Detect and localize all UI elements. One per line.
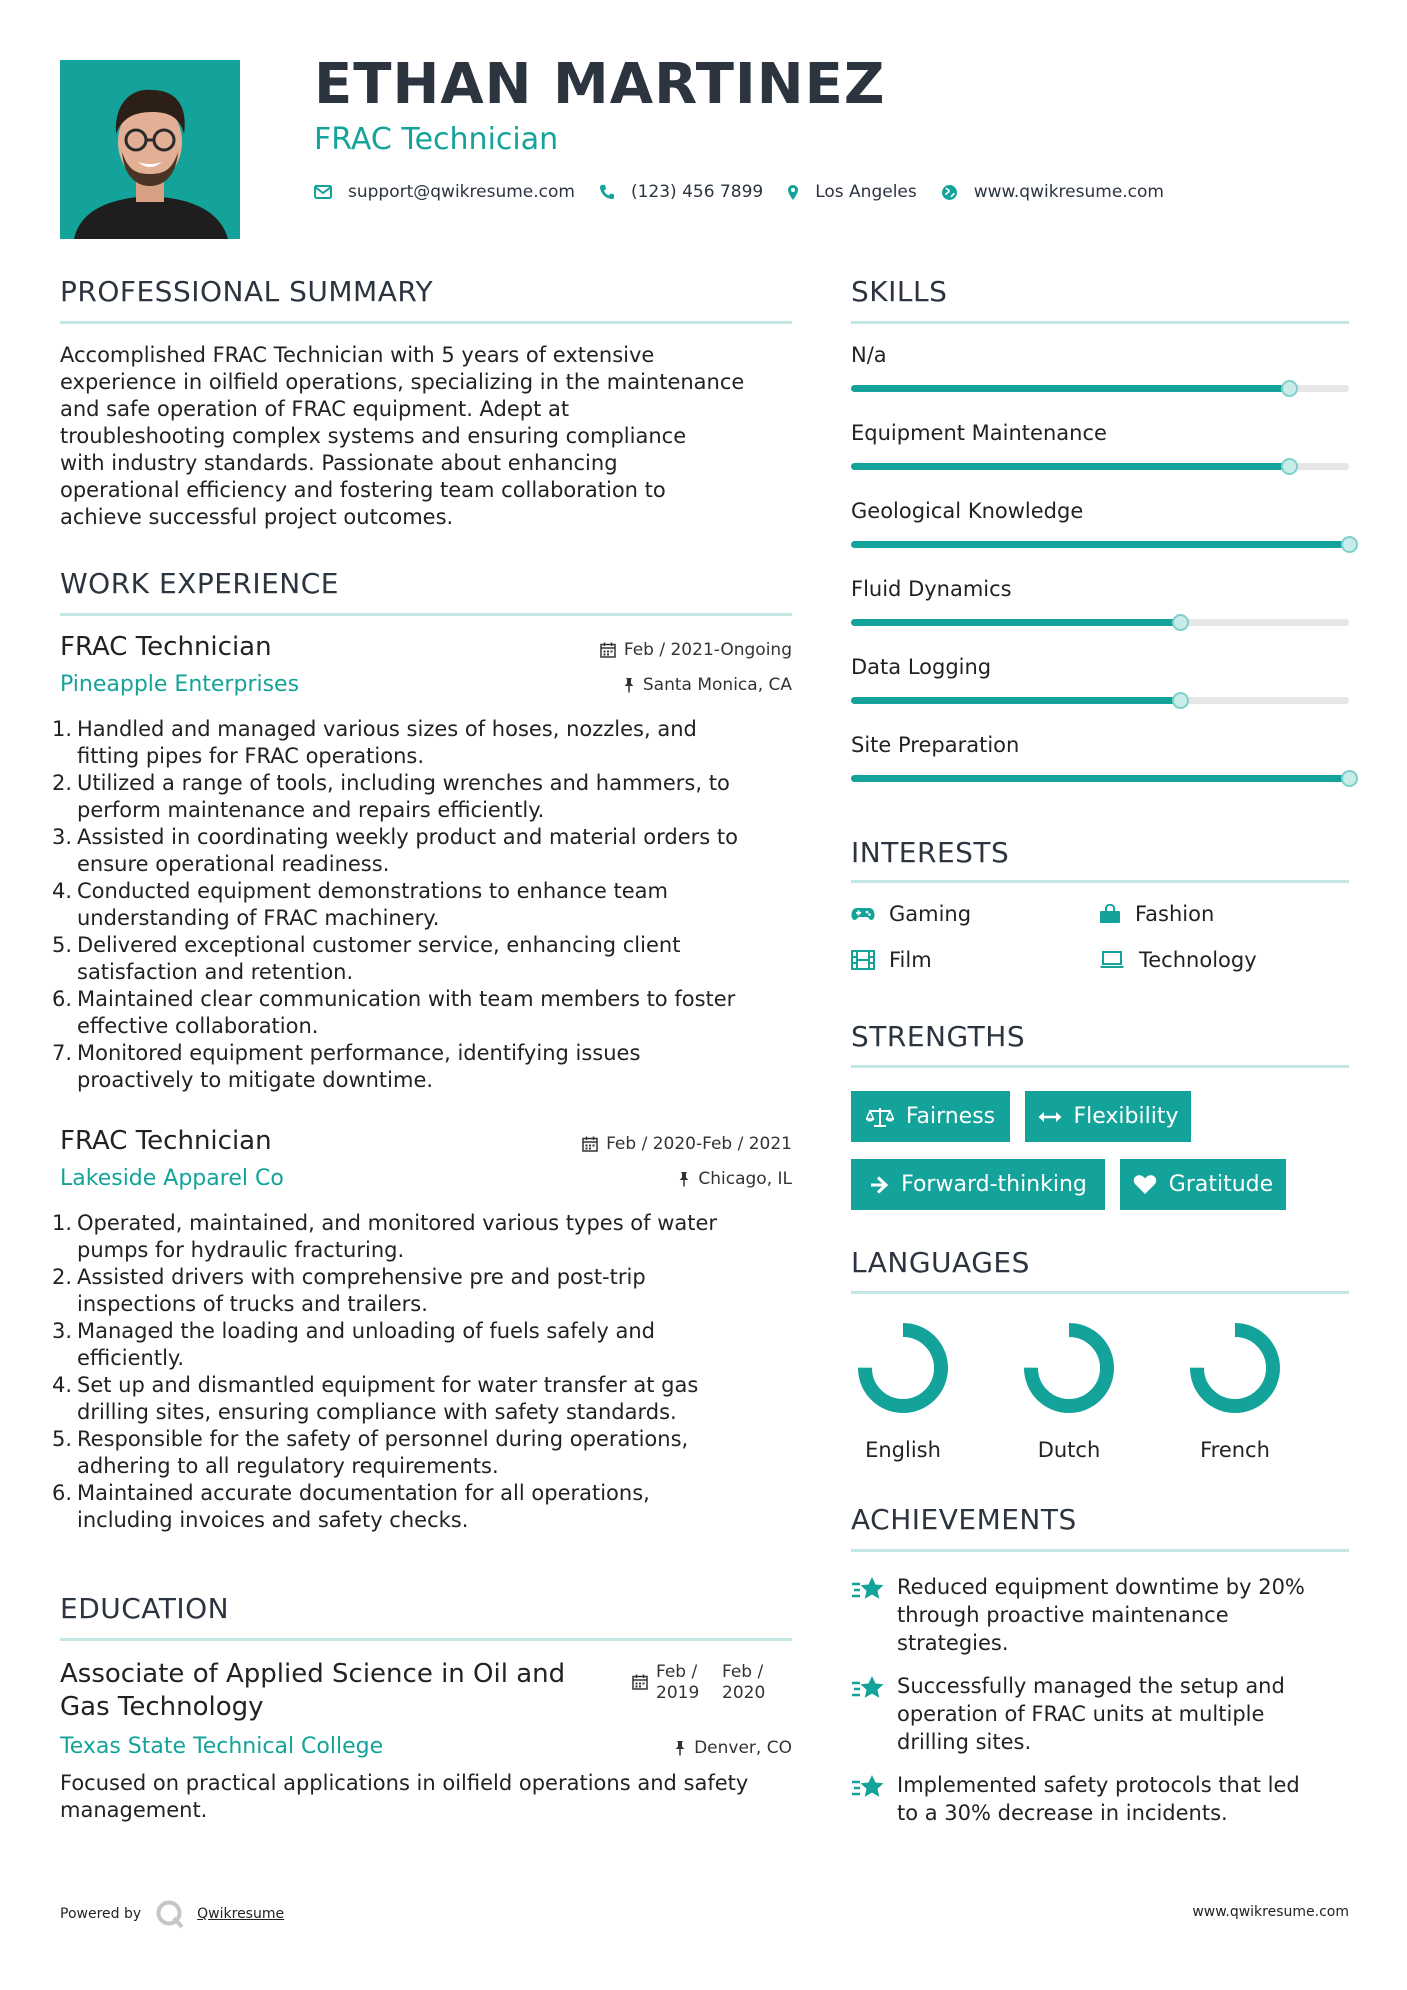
contact-website[interactable] bbox=[941, 182, 1164, 202]
skill-bar-track bbox=[851, 463, 1349, 470]
achievement-item bbox=[851, 1573, 1341, 1657]
job-date bbox=[582, 1134, 792, 1154]
strengths-heading: STRENGTHS bbox=[851, 1020, 1026, 1053]
language-name: French bbox=[1200, 1438, 1270, 1462]
interest-gaming: Gaming bbox=[851, 902, 971, 926]
job-title: FRAC Technician bbox=[60, 632, 272, 662]
email-text: support@qwikresume.com bbox=[348, 182, 575, 202]
skill-bar-track bbox=[851, 385, 1349, 392]
contact-location bbox=[787, 182, 917, 202]
strength-badge: Fairness bbox=[851, 1091, 1010, 1142]
skill-bar-track bbox=[851, 541, 1349, 548]
job-date bbox=[600, 640, 792, 660]
interests-rule bbox=[851, 880, 1349, 883]
summary-line: operational efficiency and fostering team collaboration to bbox=[60, 478, 666, 502]
experience-heading: WORK EXPERIENCE bbox=[60, 567, 339, 600]
achievements-rule bbox=[851, 1549, 1349, 1552]
interest-film: Film bbox=[851, 948, 932, 972]
list-item: 4. Conducted equipment demonstrations to enhance team understanding of FRAC machinery. bbox=[52, 879, 668, 930]
skill-item bbox=[851, 577, 1351, 637]
avatar bbox=[60, 60, 240, 239]
pushpin-icon bbox=[674, 1740, 686, 1756]
list-item: 2. Utilized a range of tools, including wrenches and hammers, to perform maintenance and repairs efficiently. bbox=[52, 771, 730, 822]
languages-heading: LANGUAGES bbox=[851, 1246, 1030, 1279]
envelope-icon bbox=[314, 185, 332, 199]
list-item: 1. Handled and managed various sizes of hoses, nozzles, and fitting pipes for FRAC operations. bbox=[52, 717, 697, 768]
laptop-icon bbox=[1099, 951, 1125, 969]
website-text: www.qwikresume.com bbox=[973, 182, 1164, 202]
list-item: 1. Operated, maintained, and monitored various types of water pumps for hydraulic fracturing. bbox=[52, 1211, 718, 1262]
summary-line: with industry standards. Passionate about enhancing bbox=[60, 451, 618, 475]
summary-line: experience in oilfield operations, specializing in the maintenance bbox=[60, 370, 745, 394]
skill-bar-fill bbox=[851, 697, 1180, 704]
shopping-bag-icon bbox=[1099, 904, 1121, 924]
star-icon bbox=[851, 1575, 885, 1603]
skill-name: Geological Knowledge bbox=[851, 499, 1084, 523]
job-title: FRAC Technician bbox=[60, 1126, 272, 1156]
heart-icon bbox=[1133, 1174, 1157, 1195]
language-level-ring bbox=[1187, 1320, 1283, 1416]
skill-bar-fill bbox=[851, 385, 1289, 392]
arrows-horizontal-icon bbox=[1038, 1110, 1062, 1124]
job-location bbox=[623, 675, 792, 695]
arrow-right-icon bbox=[869, 1175, 889, 1195]
summary-line: achieve successful project outcomes. bbox=[60, 505, 454, 529]
candidate-title: FRAC Technician bbox=[314, 122, 559, 157]
skill-name: N/a bbox=[851, 343, 887, 367]
list-item: 6. Maintained clear communication with team members to foster effective collaboration. bbox=[52, 987, 736, 1038]
school-name: Texas State Technical College bbox=[60, 1734, 384, 1759]
calendar-icon bbox=[632, 1674, 648, 1690]
education-rule bbox=[60, 1638, 792, 1641]
list-item: 3. Assisted in coordinating weekly product and material orders to ensure operational readiness. bbox=[52, 825, 738, 876]
education-end-date: Feb / 2020 bbox=[722, 1662, 766, 1703]
skill-bar-track bbox=[851, 619, 1349, 626]
skill-bar-fill bbox=[851, 619, 1180, 626]
strength-badge: Flexibility bbox=[1025, 1091, 1191, 1142]
strengths-rule bbox=[851, 1065, 1349, 1068]
location-text: Los Angeles bbox=[815, 182, 917, 202]
experience-rule bbox=[60, 613, 792, 616]
candidate-name: ETHAN MARTINEZ bbox=[314, 52, 886, 117]
pushpin-icon bbox=[623, 677, 635, 693]
list-item: 2. Assisted drivers with comprehensive pre and post-trip inspections of trucks and trailers. bbox=[52, 1265, 646, 1316]
language-name: Dutch bbox=[1037, 1438, 1101, 1462]
phone-text: (123) 456 7899 bbox=[630, 182, 764, 202]
skill-bar-fill bbox=[851, 541, 1349, 548]
summary-line: troubleshooting complex systems and ensuring compliance bbox=[60, 424, 687, 448]
strength-badge: Gratitude bbox=[1120, 1159, 1286, 1210]
star-icon bbox=[851, 1773, 885, 1801]
skill-bar-knob bbox=[1341, 770, 1358, 787]
job-bullets bbox=[52, 716, 800, 1094]
achievement-text: Implemented safety protocols that led to a 30% decrease in incidents. bbox=[897, 1773, 1300, 1825]
job-location-text: Santa Monica, CA bbox=[642, 675, 792, 695]
skill-bar-track bbox=[851, 697, 1349, 704]
interest-technology: Technology bbox=[1099, 948, 1257, 972]
skill-item bbox=[851, 421, 1351, 481]
language-item bbox=[843, 1320, 963, 1462]
skill-name: Equipment Maintenance bbox=[851, 421, 1107, 445]
list-item: 5. Responsible for the safety of personnel during operations, adhering to all regulatory requirements. bbox=[52, 1427, 689, 1478]
skill-bar-knob bbox=[1341, 536, 1358, 553]
phone-icon bbox=[599, 184, 615, 200]
profile-photo bbox=[60, 60, 240, 239]
strength-badge: Forward-thinking bbox=[851, 1159, 1105, 1210]
education-heading: EDUCATION bbox=[60, 1592, 230, 1625]
degree-title: Associate of Applied Science in Oil and Gas Technology bbox=[60, 1659, 566, 1722]
skill-bar-fill bbox=[851, 463, 1289, 470]
language-level-ring bbox=[855, 1320, 951, 1416]
footer-powered-by bbox=[60, 1896, 284, 1932]
achievement-item bbox=[851, 1672, 1341, 1756]
summary-text bbox=[60, 342, 800, 531]
languages-rule bbox=[851, 1291, 1349, 1294]
balance-scale-icon bbox=[866, 1106, 894, 1128]
qwikresume-link[interactable]: Qwikresume bbox=[197, 1906, 285, 1922]
achievement-text: Reduced equipment downtime by 20% through proactive maintenance strategies. bbox=[897, 1575, 1305, 1655]
language-level-ring bbox=[1021, 1320, 1117, 1416]
gamepad-icon bbox=[851, 906, 875, 922]
education-start-date: Feb / 2019 bbox=[656, 1662, 700, 1703]
education-entry bbox=[60, 1658, 792, 1828]
language-name: English bbox=[865, 1438, 941, 1462]
contact-bar bbox=[314, 178, 1188, 206]
achievements-heading: ACHIEVEMENTS bbox=[851, 1503, 1077, 1536]
education-dates bbox=[632, 1662, 788, 1704]
star-icon bbox=[851, 1674, 885, 1702]
job-entry bbox=[52, 632, 792, 1102]
list-item: 7. Monitored equipment performance, identifying issues proactively to mitigate downtime. bbox=[52, 1041, 641, 1092]
language-item bbox=[1175, 1320, 1295, 1462]
job-date-text: Feb / 2020-Feb / 2021 bbox=[606, 1134, 792, 1154]
footer-website[interactable]: www.qwikresume.com bbox=[1192, 1904, 1349, 1920]
job-company: Lakeside Apparel Co bbox=[60, 1166, 284, 1191]
summary-line: Accomplished FRAC Technician with 5 years of extensive bbox=[60, 343, 655, 367]
contact-email[interactable] bbox=[314, 182, 575, 202]
skill-item bbox=[851, 655, 1351, 715]
achievement-text: Successfully managed the setup and operation of FRAC units at multiple drilling sites. bbox=[897, 1674, 1285, 1754]
language-item bbox=[1009, 1320, 1129, 1462]
calendar-icon bbox=[582, 1136, 598, 1152]
skill-bar-fill bbox=[851, 775, 1349, 782]
summary-heading: PROFESSIONAL SUMMARY bbox=[60, 275, 434, 308]
achievement-item bbox=[851, 1771, 1341, 1827]
job-bullets bbox=[52, 1210, 800, 1534]
interests-heading: INTERESTS bbox=[851, 836, 1010, 869]
calendar-icon bbox=[600, 642, 616, 658]
skill-name: Fluid Dynamics bbox=[851, 577, 1012, 601]
list-item: 3. Managed the loading and unloading of fuels safely and efficiently. bbox=[52, 1319, 655, 1370]
powered-by-text: Powered by bbox=[60, 1906, 142, 1922]
skill-bar-knob bbox=[1281, 458, 1298, 475]
skill-bar-knob bbox=[1172, 614, 1189, 631]
job-location-text: Chicago, IL bbox=[698, 1169, 792, 1189]
skill-name: Site Preparation bbox=[851, 733, 1020, 757]
job-date-text: Feb / 2021-Ongoing bbox=[623, 640, 792, 660]
skill-bar-track bbox=[851, 775, 1349, 782]
summary-line: and safe operation of FRAC equipment. Adept at bbox=[60, 397, 570, 421]
pushpin-icon bbox=[678, 1171, 690, 1187]
summary-rule bbox=[60, 321, 792, 324]
skill-bar-knob bbox=[1281, 380, 1298, 397]
skills-heading: SKILLS bbox=[851, 275, 948, 308]
skills-rule bbox=[851, 321, 1349, 324]
skill-item bbox=[851, 733, 1351, 793]
skill-name: Data Logging bbox=[851, 655, 992, 679]
interest-fashion: Fashion bbox=[1099, 902, 1214, 926]
skill-item bbox=[851, 499, 1351, 559]
job-company: Pineapple Enterprises bbox=[60, 672, 300, 697]
education-description: Focused on practical applications in oilfield operations and safety management. bbox=[60, 1771, 749, 1822]
list-item: 4. Set up and dismantled equipment for water transfer at gas drilling sites, ensuring compliance with safety standards. bbox=[52, 1373, 699, 1424]
qwikresume-logo-icon bbox=[155, 1899, 185, 1929]
contact-phone[interactable] bbox=[599, 182, 763, 202]
skill-item bbox=[851, 343, 1351, 403]
film-icon bbox=[851, 950, 875, 970]
globe-icon bbox=[941, 184, 958, 201]
list-item: 5. Delivered exceptional customer service, enhancing client satisfaction and retention. bbox=[52, 933, 681, 984]
list-item: 6. Maintained accurate documentation for all operations, including invoices and safety checks. bbox=[52, 1481, 650, 1532]
map-marker-icon bbox=[787, 184, 799, 201]
job-entry bbox=[52, 1126, 792, 1556]
skill-bar-knob bbox=[1172, 692, 1189, 709]
education-location: Denver, CO bbox=[674, 1738, 792, 1758]
job-location bbox=[678, 1169, 792, 1189]
